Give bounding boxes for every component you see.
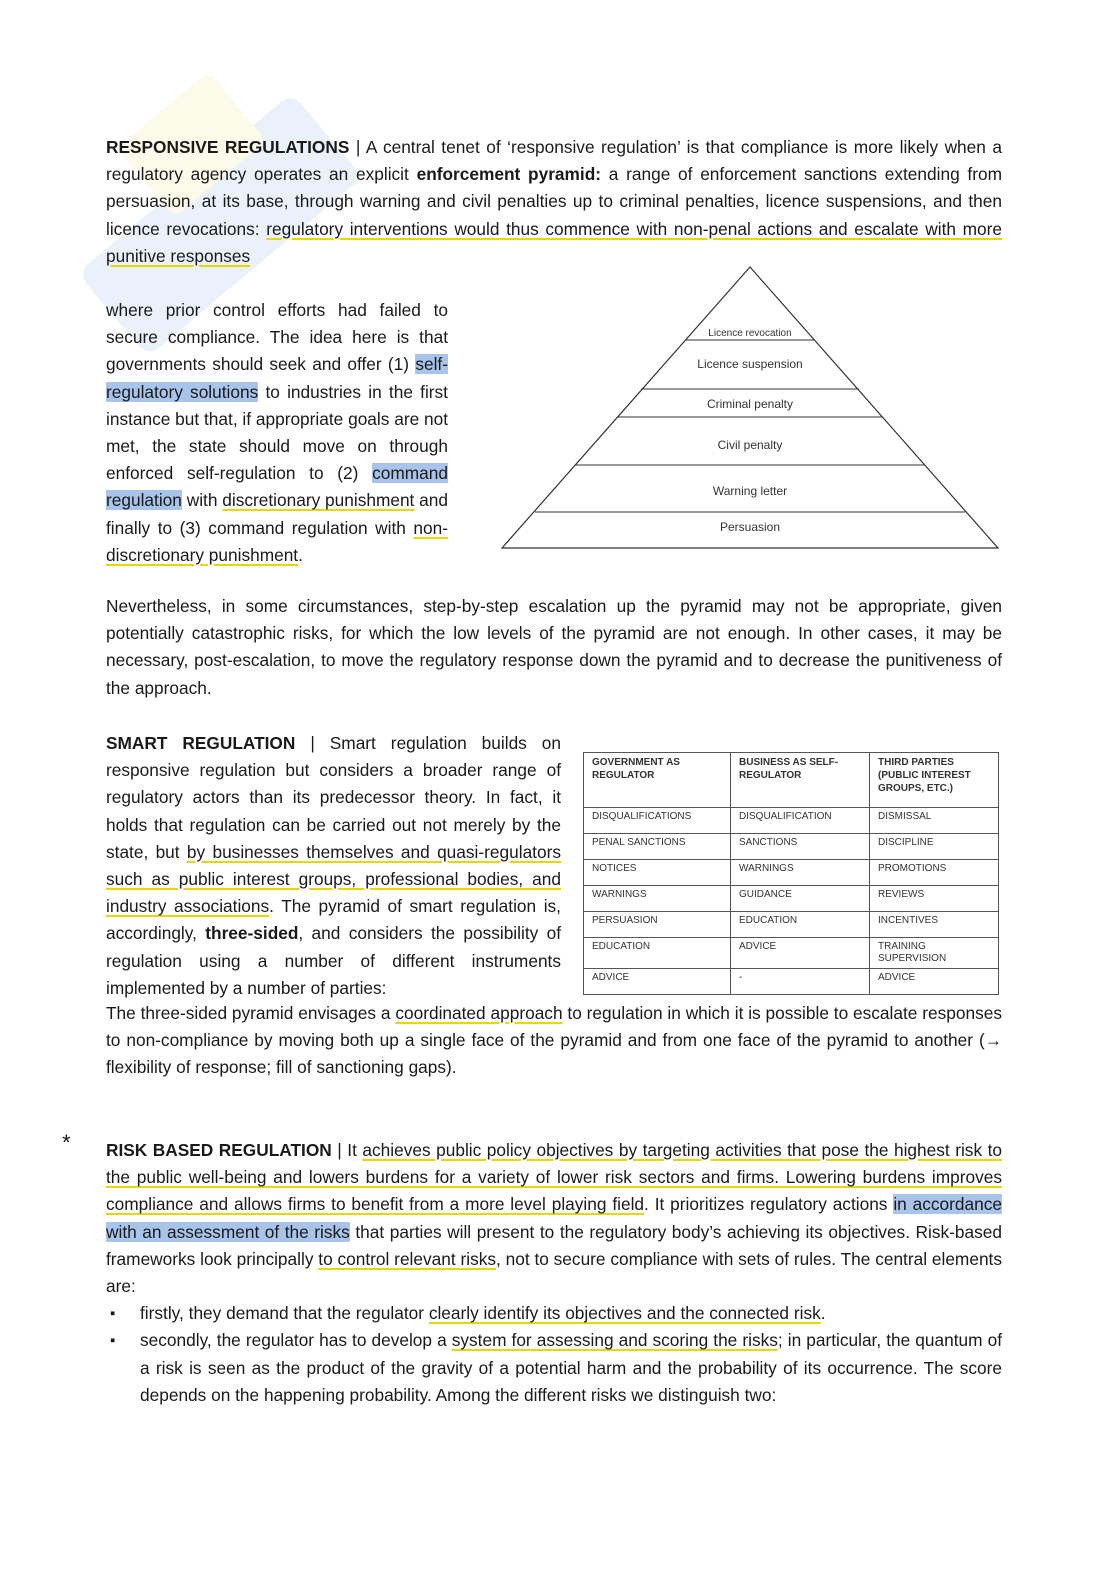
nevertheless-paragraph: Nevertheless, in some circumstances, step-by-step escalation up the pyramid may not be appropriate, given potentially catastrophic risks, for which the low levels of the pyramid are not enough. In other cases, it may be necessary, post-escalation, to move the regulatory response down the pyramid and to decrease the punitiveness of the approach. bbox=[106, 596, 1002, 698]
responsive-intro-block bbox=[106, 134, 1002, 270]
table-row: NOTICES WARNINGS PROMOTIONS bbox=[584, 860, 999, 886]
three-sided-block bbox=[106, 1000, 1002, 1082]
highlight-quasi-regulators: by businesses themselves and quasi-regulators such as public interest groups, professional bodies, and industry associations bbox=[106, 841, 561, 917]
table-header-business: BUSINESS AS SELF-REGULATOR bbox=[731, 753, 870, 808]
smart-column-block bbox=[106, 730, 561, 1002]
highlight-control-risks: to control relevant risks bbox=[318, 1248, 496, 1269]
responsive-paragraph: RESPONSIVE REGULATIONS | A central tenet of ‘responsive regulation’ is that compliance is more likely when a regulatory agency operates an explicit enforcement pyramid: a range of enforcement sanctions extending from persuasion, at its base, through warning and civil penalties up to criminal penalties, licence suspensions, and then licence revocations: regulatory interventions would thus commence with non-penal actions and escalate with more punitive responses bbox=[106, 137, 1002, 266]
smart-paragraph: SMART REGULATION | Smart regulation builds on responsive regulation but considers a broader range of regulatory actors than its predecessor theory. In fact, it holds that regulation can be carried out not merely by the state, but by businesses themselves and quasi-regulators such as public interest groups, professional bodies, and industry associations. The pyramid of smart regulation is, accordingly, three-sided, and considers the possibility of regulation using a number of different instruments implemented by a number of parties: bbox=[106, 733, 562, 998]
highlight-escalation: regulatory interventions would thus commence with non-penal actions and escalate with more punitive responses bbox=[106, 218, 1002, 266]
pyramid-level-5: Warning letter bbox=[712, 484, 788, 498]
star-marker: * bbox=[62, 1130, 71, 1155]
risk-block bbox=[106, 1137, 1002, 1409]
table-row: PENAL SANCTIONS SANCTIONS DISCIPLINE bbox=[584, 834, 999, 860]
arrow-icon: → bbox=[984, 1030, 1002, 1051]
list-item: ▪ secondly, the regulator has to develop a system for assessing and scoring the risks; in particular, the quantum of a risk is seen as the product of the gravity of a potential harm and the probability of its occurrence. The score depends on the happening probability. Among the different risks we distinguish two: bbox=[106, 1327, 1002, 1409]
pyramid-level-3: Criminal penalty bbox=[706, 397, 794, 411]
risk-heading: RISK BASED REGULATION bbox=[106, 1140, 332, 1160]
smart-heading: SMART REGULATION bbox=[106, 733, 296, 753]
smart-regulation-table bbox=[583, 752, 999, 995]
risk-paragraph: RISK BASED REGULATION | It achieves public policy objectives by targeting activities that pose the highest risk to the public well-being and lowers burdens for a variety of lower risk sectors and firms. Lowering burdens improves compliance and allows firms to benefit from a more level playing field. It prioritizes regulatory actions in accordance with an assessment of the risks that parties will present to the regulatory body’s achieving its objectives. Risk-based frameworks look principally to control relevant risks, not to secure compliance with sets of rules. The central elements are: bbox=[106, 1140, 1003, 1297]
highlight-public-policy: achieves public policy objectives by targeting activities that pose the highest risk to the public well-being and lowers burdens for a variety of lower risk sectors and firms. Lowering burdens improves compliance and allows firms to benefit from a more level playing field bbox=[106, 1140, 1003, 1215]
pyramid-level-4: Civil penalty bbox=[717, 438, 783, 452]
highlight-scoring-system: system for assessing and scoring the risks bbox=[451, 1330, 778, 1351]
table-header-government: GOVERNMENT AS REGULATOR bbox=[584, 753, 731, 808]
highlight-objectives: clearly identify its objectives and the connected risk bbox=[428, 1303, 821, 1324]
table-row: EDUCATION ADVICE TRAINING SUPERVISION bbox=[584, 938, 999, 969]
highlight-non-discretionary: non-discretionary punishment bbox=[106, 517, 448, 565]
highlight-discretionary: discretionary punishment bbox=[222, 490, 415, 511]
three-sided-paragraph: The three-sided pyramid envisages a coordinated approach to regulation in which it is possible to escalate responses to non-compliance by moving both up a single face of the pyramid and from one face of the pyramid to another (→ flexibility of response; fill of sanctioning gaps). bbox=[106, 1003, 1002, 1078]
risk-bullet-list bbox=[106, 1300, 1002, 1409]
enforcement-pyramid bbox=[500, 264, 1000, 554]
highlight-coordinated-approach: coordinated approach bbox=[395, 1003, 563, 1023]
table-row: WARNINGS GUIDANCE REVIEWS bbox=[584, 886, 999, 912]
list-item: ▪ firstly, they demand that the regulator clearly identify its objectives and the connected risk. bbox=[106, 1300, 1002, 1327]
table-row: ADVICE - ADVICE bbox=[584, 969, 999, 995]
nevertheless-block bbox=[106, 593, 1002, 702]
highlight-self-regulatory: self-regulatory solutions bbox=[106, 354, 448, 402]
responsive-heading: RESPONSIVE REGULATIONS bbox=[106, 137, 350, 157]
pyramid-level-1: Licence revocation bbox=[708, 328, 792, 339]
responsive-column-paragraph: where prior control efforts had failed to secure compliance. The idea here is that governments should seek and offer (1) self-regulatory solutions to industries in the first instance but that, if appropriate goals are not met, the state should move on through enforced self-regulation to (2) command regulation with discretionary punishment and finally to (3) command regulation with non-discretionary punishment. bbox=[106, 300, 449, 565]
pyramid-level-6: Persuasion bbox=[719, 520, 781, 534]
table-header-third-parties: THIRD PARTIES (PUBLIC INTEREST GROUPS, ETC.) bbox=[870, 753, 999, 808]
table-row: PERSUASION EDUCATION INCENTIVES bbox=[584, 912, 999, 938]
table-row: DISQUALIFICATIONS DISQUALIFICATION DISMISSAL bbox=[584, 808, 999, 834]
pyramid-level-2: Licence suspension bbox=[697, 357, 803, 371]
table-header-row bbox=[584, 753, 999, 808]
highlight-command-regulation: command regulation bbox=[106, 463, 448, 511]
highlight-risk-assessment: in accordance with an assessment of the risks bbox=[106, 1194, 1002, 1242]
responsive-column-block bbox=[106, 297, 448, 569]
